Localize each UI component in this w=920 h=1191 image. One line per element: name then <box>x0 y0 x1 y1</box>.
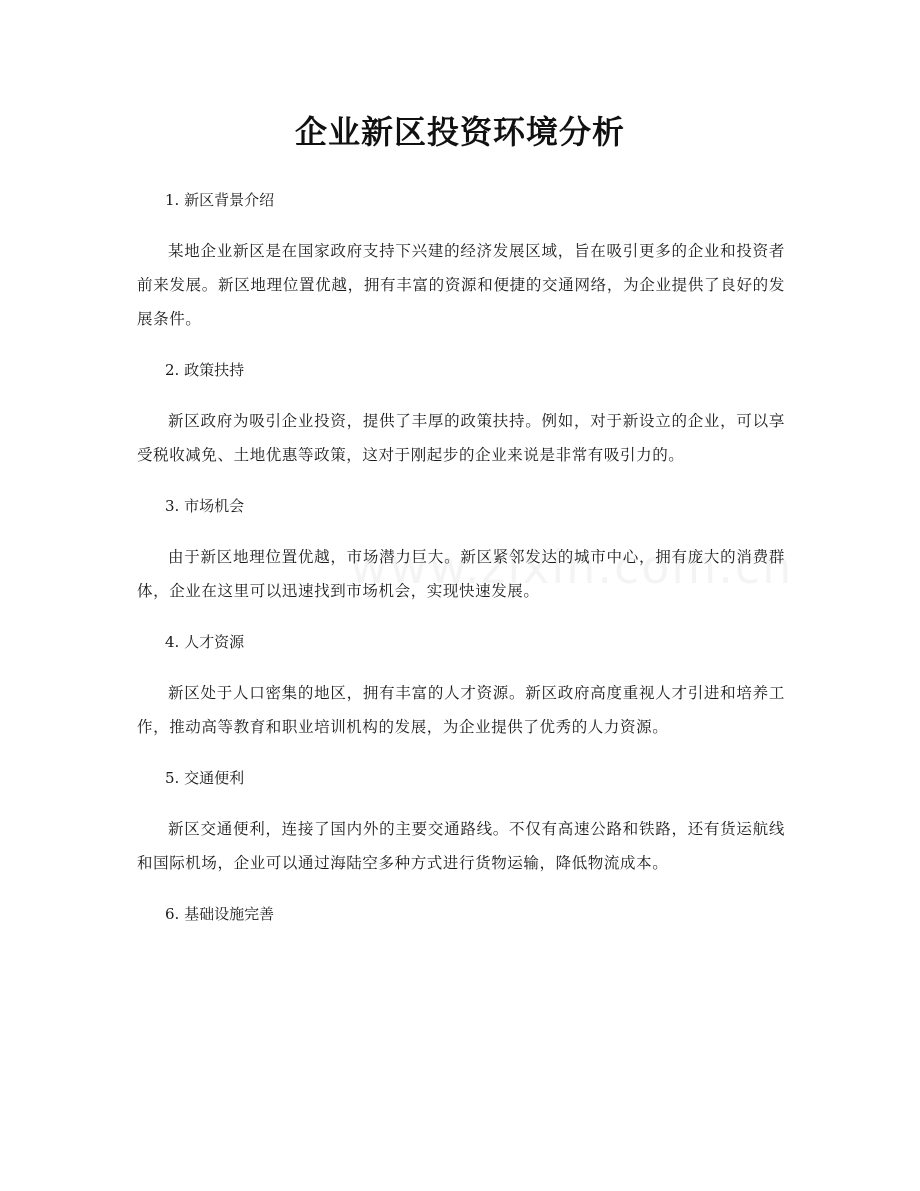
section-heading: 1. 新区背景介绍 <box>165 191 275 209</box>
section-heading: 6. 基础设施完善 <box>165 905 275 923</box>
section-paragraph: 由于新区地理位置优越，市场潜力巨大。新区紧邻发达的城市中心，拥有庞大的消费群体，企业在这里可以迅速找到市场机会，实现快速发展。 <box>137 548 785 600</box>
document-title: 企业新区投资环境分析 <box>294 113 625 151</box>
section-heading: 2. 政策扶持 <box>165 361 245 379</box>
section-heading: 4. 人才资源 <box>165 633 245 651</box>
section-paragraph: 新区处于人口密集的地区，拥有丰富的人才资源。新区政府高度重视人才引进和培养工作，推动高等教育和职业培训机构的发展，为企业提供了优秀的人力资源。 <box>137 684 785 736</box>
section-heading: 5. 交通便利 <box>165 769 245 787</box>
document-body <box>137 183 785 931</box>
section-heading: 3. 市场机会 <box>165 497 245 515</box>
section-market <box>137 489 785 625</box>
section-paragraph: 新区政府为吸引企业投资，提供了丰厚的政策扶持。例如，对于新设立的企业，可以享受税收减免、土地优惠等政策，这对于刚起步的企业来说是非常有吸引力的。 <box>137 412 785 464</box>
section-background <box>137 183 785 353</box>
section-talent <box>137 625 785 761</box>
section-paragraph: 某地企业新区是在国家政府支持下兴建的经济发展区域，旨在吸引更多的企业和投资者前来发展。新区地理位置优越，拥有丰富的资源和便捷的交通网络，为企业提供了良好的发展条件。 <box>137 242 785 328</box>
section-policy <box>137 353 785 489</box>
section-infrastructure <box>137 897 785 931</box>
section-paragraph: 新区交通便利，连接了国内外的主要交通路线。不仅有高速公路和铁路，还有货运航线和国际机场，企业可以通过海陆空多种方式进行货物运输，降低物流成本。 <box>137 820 785 872</box>
section-transport <box>137 761 785 897</box>
